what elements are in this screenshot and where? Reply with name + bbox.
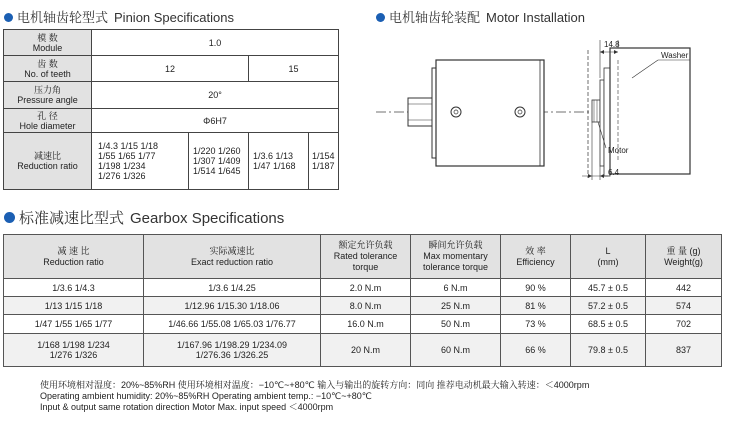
motor-installation-drawing <box>370 30 730 190</box>
header-rated-torque: 额定允许负载 Rated tolerance torque <box>321 235 411 279</box>
pinion-title-en: Pinion Specifications <box>114 10 234 25</box>
ratio-group-1: 1/4.3 1/15 1/18 1/55 1/65 1/77 1/198 1/234 1/276 1/326 <box>92 133 189 190</box>
motor-label: Motor <box>608 146 629 155</box>
hole-value: Φ6H7 <box>92 109 339 133</box>
header-weight: 重 量 (g) Weight(g) <box>646 235 722 279</box>
bullet-icon <box>4 13 13 22</box>
teeth-label: 齿 数 No. of teeth <box>4 56 92 82</box>
table-row <box>4 109 339 133</box>
cell-rated: 16.0 N.m <box>321 315 411 334</box>
table-row <box>4 297 722 315</box>
cell-efficiency: 73 % <box>501 315 571 334</box>
cell-weight: 837 <box>646 334 722 367</box>
operating-notes <box>40 380 589 413</box>
table-row <box>4 82 339 109</box>
pressure-value: 20° <box>92 82 339 109</box>
screw-hole-icon <box>451 107 461 117</box>
cell-length: 79.8 ± 0.5 <box>571 334 646 367</box>
cell-ratio: 1/3.6 1/4.3 <box>4 279 144 297</box>
table-row <box>4 56 339 82</box>
table-row <box>4 30 339 56</box>
note-line-en-1: Operating ambient humidity: 20%~85%RH Operating ambient temp.: −10℃~+80℃ <box>40 391 372 401</box>
table-row <box>4 334 722 367</box>
cell-max: 6 N.m <box>411 279 501 297</box>
bullet-icon <box>376 13 385 22</box>
pinion-title <box>4 7 234 26</box>
header-length: L (mm) <box>571 235 646 279</box>
motor-body <box>610 48 690 174</box>
washer-label: Washer <box>661 51 689 60</box>
note-line-cn: 使用环境相对湿度：20%~85%RH 使用环境相对温度：−10℃~+80℃ 输入与输出的旋转方向：同向 推荐电动机最大输入转速：＜4000rpm <box>40 380 590 390</box>
teeth-value-12: 12 <box>92 56 249 82</box>
teeth-value-15: 15 <box>249 56 339 82</box>
cell-rated: 8.0 N.m <box>321 297 411 315</box>
gearbox-table <box>3 234 722 367</box>
cell-weight: 442 <box>646 279 722 297</box>
pressure-label: 压力角 Pressure angle <box>4 82 92 109</box>
table-row <box>4 133 339 190</box>
note-line-en-2: Input & output same rotation direction Motor Max. input speed ＜4000rpm <box>40 402 334 412</box>
cell-exact: 1/167.96 1/198.29 1/234.09 1/276.36 1/326.25 <box>144 334 321 367</box>
pinion-table <box>3 29 339 190</box>
cell-efficiency: 66 % <box>501 334 571 367</box>
cell-exact: 1/3.6 1/4.25 <box>144 279 321 297</box>
gearbox-title <box>4 207 284 228</box>
dimension-top: 14.8 <box>604 40 620 49</box>
header-max-torque: 瞬间允许负载 Max momentary tolerance torque <box>411 235 501 279</box>
cell-max: 25 N.m <box>411 297 501 315</box>
cell-ratio: 1/13 1/15 1/18 <box>4 297 144 315</box>
cell-length: 57.2 ± 0.5 <box>571 297 646 315</box>
table-header-row <box>4 235 722 279</box>
gearbox-title-en: Gearbox Specifications <box>130 210 285 227</box>
washer <box>600 80 604 166</box>
module-value: 1.0 <box>92 30 339 56</box>
cell-exact: 1/12.96 1/15.30 1/18.06 <box>144 297 321 315</box>
cell-efficiency: 90 % <box>501 279 571 297</box>
cell-max: 50 N.m <box>411 315 501 334</box>
cell-weight: 702 <box>646 315 722 334</box>
motor-title-cn: 电机轴齿轮装配 <box>389 10 481 25</box>
cell-length: 45.7 ± 0.5 <box>571 279 646 297</box>
hole-label: 孔 径 Hole diameter <box>4 109 92 133</box>
module-label: 模 数 Module <box>4 30 92 56</box>
bullet-icon <box>4 212 15 223</box>
cell-ratio: 1/168 1/198 1/234 1/276 1/326 <box>4 334 144 367</box>
ratio-label: 减速比 Reduction ratio <box>4 133 92 190</box>
cell-weight: 574 <box>646 297 722 315</box>
cell-rated: 20 N.m <box>321 334 411 367</box>
gearbox-title-cn: 标准减速比型式 <box>19 210 125 227</box>
pinion-title-cn: 电机轴齿轮型式 <box>17 10 109 25</box>
cell-exact: 1/46.66 1/55.08 1/65.03 1/76.77 <box>144 315 321 334</box>
cell-efficiency: 81 % <box>501 297 571 315</box>
motor-title-en: Motor Installation <box>486 10 586 25</box>
output-shaft <box>408 98 432 126</box>
header-exact-ratio: 实际减速比 Exact reduction ratio <box>144 235 321 279</box>
dimension-bottom: 6.4 <box>608 168 620 177</box>
ratio-group-3: 1/3.6 1/13 1/47 1/168 <box>249 133 309 190</box>
table-row <box>4 279 722 297</box>
cell-rated: 2.0 N.m <box>321 279 411 297</box>
ratio-group-4: 1/154 1/187 <box>309 133 339 190</box>
screw-hole-icon <box>515 107 525 117</box>
motor-title <box>376 7 585 26</box>
cell-ratio: 1/47 1/55 1/65 1/77 <box>4 315 144 334</box>
pinion-gear <box>592 100 600 122</box>
cell-max: 60 N.m <box>411 334 501 367</box>
header-reduction-ratio: 减 速 比 Reduction ratio <box>4 235 144 279</box>
table-row <box>4 315 722 334</box>
cell-length: 68.5 ± 0.5 <box>571 315 646 334</box>
header-efficiency: 效 率 Efficiency <box>501 235 571 279</box>
ratio-group-2: 1/220 1/260 1/307 1/409 1/514 1/645 <box>189 133 249 190</box>
